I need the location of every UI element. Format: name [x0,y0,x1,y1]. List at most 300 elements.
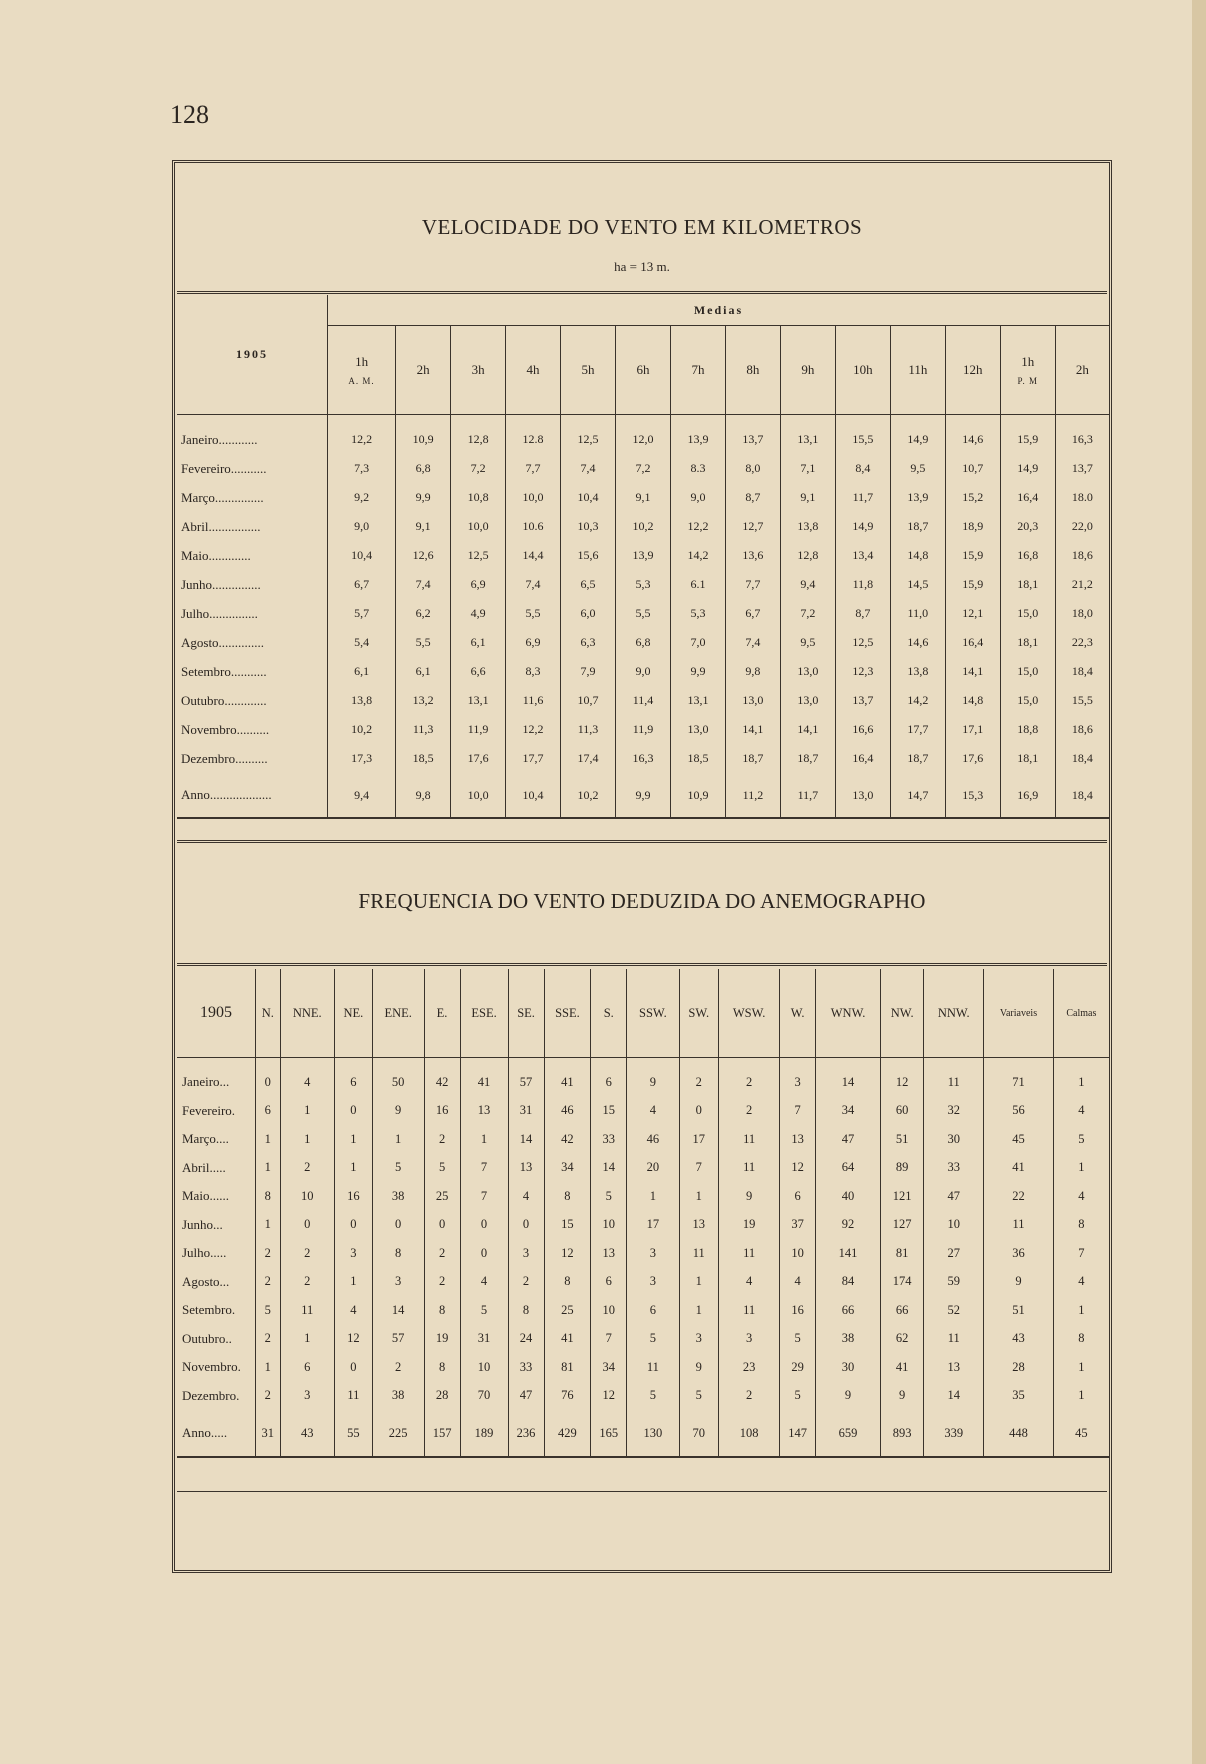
velocity-cell: 13,7 [1071,461,1093,475]
velocity-cell: 9,0 [328,512,396,541]
frequency-cell: 28 [984,1353,1054,1382]
frequency-cell: 1 [372,1125,424,1154]
hour-header [890,326,945,415]
velocity-cell: 18,7 [780,744,835,773]
frequency-cell: 5 [679,1382,719,1411]
velocity-annual-cell: 10,2 [561,773,616,818]
frequency-cell: 37 [780,1211,816,1240]
frequency-cell: 1 [256,1125,281,1154]
frequency-annual-cell: 659 [816,1410,881,1457]
frequency-cell: 15 [591,1097,627,1126]
velocity-cell: 14,2 [670,541,725,570]
direction-header: Variaveis [984,969,1054,1058]
frequency-cell: 8 [544,1182,591,1211]
hour-label: 9h [801,362,815,377]
velocity-cell: 18,5 [670,744,725,773]
month-label: Junho............... [177,570,328,599]
frequency-cell: 34 [591,1353,627,1382]
velocity-cell: 11,9 [451,715,506,744]
velocity-cell: 8,7 [725,483,780,512]
direction-header: SSW. [627,969,679,1058]
frequency-cell: 5 [780,1325,816,1354]
annual-label: Anno................... [177,773,328,818]
table-row [177,1125,1109,1154]
frequency-cell: 25 [544,1296,591,1325]
velocity-annual-cell: 10,0 [451,773,506,818]
velocity-cell: 16,6 [835,715,890,744]
velocity-cell: 11,3 [396,715,451,744]
hour-label: 6h [636,362,650,377]
velocity-table [177,295,1109,819]
table-row [177,715,1109,744]
frequency-cell: 8 [372,1239,424,1268]
velocity-cell: 17,7 [506,744,561,773]
frequency-annual-cell: 108 [719,1410,780,1457]
frequency-cell: 1 [679,1268,719,1297]
frequency-cell: 2 [280,1239,334,1268]
frequency-cell: 41 [544,1325,591,1354]
frequency-cell: 127 [880,1211,923,1240]
frequency-cell: 9 [372,1097,424,1126]
frequency-annual-cell: 448 [984,1410,1054,1457]
velocity-cell: 10,2 [328,715,396,744]
frequency-cell: 13 [591,1239,627,1268]
frequency-cell: 13 [508,1154,544,1183]
frequency-cell: 4 [334,1296,372,1325]
velocity-cell: 16,4 [1000,483,1055,512]
hour-header [561,326,616,415]
frequency-cell: 0 [334,1353,372,1382]
velocity-cell: 11,8 [835,570,890,599]
velocity-cell: 18.0 [1071,490,1093,504]
hour-header [328,326,396,415]
velocity-cell: 18,1 [1000,570,1055,599]
frequency-cell: 8 [1078,1331,1085,1346]
velocity-annual-cell: 10,4 [506,773,561,818]
frequency-cell: 5 [460,1296,508,1325]
frequency-cell: 10 [924,1211,984,1240]
frequency-cell: 13 [924,1353,984,1382]
table-row [177,686,1109,715]
velocity-cell: 17,6 [451,744,506,773]
month-label: Maio...... [177,1182,256,1211]
velocity-cell: 16,3 [616,744,671,773]
frequency-cell: 4 [1078,1188,1085,1203]
frequency-table [177,969,1109,1458]
velocity-cell: 7,2 [451,454,506,483]
month-label: Julho............... [177,599,328,628]
velocity-cell: 6,3 [561,628,616,657]
velocity-cell: 13,1 [780,415,835,455]
frequency-cell: 7 [679,1154,719,1183]
frequency-cell: 14 [591,1154,627,1183]
velocity-cell: 12,5 [451,541,506,570]
frequency-cell: 33 [924,1154,984,1183]
frequency-cell: 8 [424,1353,460,1382]
frequency-cell: 30 [816,1353,881,1382]
table-row [177,483,1109,512]
hour-label: 12h [963,362,983,377]
velocity-cell: 16,3 [1071,432,1093,446]
frequency-cell: 5 [780,1382,816,1411]
frequency-cell: 6 [256,1097,281,1126]
hour-header [1055,326,1109,415]
frequency-cell: 10 [280,1182,334,1211]
frequency-cell: 10 [780,1239,816,1268]
hour-header [396,326,451,415]
frequency-cell: 10 [591,1296,627,1325]
velocity-cell: 14,4 [506,541,561,570]
velocity-cell: 6,2 [396,599,451,628]
hour-label: 3h [471,362,485,377]
velocity-annual-cell: 9,9 [616,773,671,818]
velocity-cell: 14,2 [890,686,945,715]
frequency-cell: 52 [924,1296,984,1325]
velocity-cell: 9,5 [780,628,835,657]
hour-label: 10h [853,362,873,377]
table-row [177,657,1109,686]
frequency-cell: 12 [591,1382,627,1411]
velocity-cell: 6,7 [328,570,396,599]
velocity-cell: 5,4 [328,628,396,657]
frequency-cell: 31 [508,1097,544,1126]
page-number: 128 [170,100,209,129]
velocity-cell: 10,8 [451,483,506,512]
frequency-cell: 9 [679,1353,719,1382]
frequency-cell: 1 [1078,1388,1085,1403]
direction-header: ESE. [460,969,508,1058]
velocity-cell: 12,5 [561,415,616,455]
velocity-cell: 13,9 [670,415,725,455]
frequency-cell: 8 [424,1296,460,1325]
velocity-cell: 8.3 [670,454,725,483]
hour-label: 1h [355,354,369,369]
frequency-cell: 7 [460,1182,508,1211]
frequency-cell: 57 [372,1325,424,1354]
velocity-cell: 12.8 [506,415,561,455]
frequency-cell: 11 [924,1058,984,1097]
frequency-cell: 1 [627,1182,679,1211]
velocity-cell: 13,9 [616,541,671,570]
separator-line [177,291,1107,294]
velocity-year-header: 1905 [177,295,328,415]
velocity-annual-cell: 14,7 [890,773,945,818]
frequency-cell: 5 [627,1382,679,1411]
frequency-cell: 4 [719,1268,780,1297]
frequency-cell: 32 [924,1097,984,1126]
hour-label: 5h [581,362,595,377]
velocity-cell: 22,3 [1071,635,1093,649]
velocity-cell: 21,2 [1071,577,1093,591]
frequency-cell: 11 [719,1296,780,1325]
frequency-cell: 10 [591,1211,627,1240]
table-row [177,1058,1109,1097]
frequency-cell: 12 [880,1058,923,1097]
velocity-cell: 10,9 [396,415,451,455]
month-label: Março.... [177,1125,256,1154]
velocity-cell: 10,7 [945,454,1000,483]
velocity-cell: 6,1 [451,628,506,657]
frequency-cell: 1 [679,1296,719,1325]
frequency-cell: 1 [334,1154,372,1183]
velocity-cell: 14,9 [1000,454,1055,483]
velocity-cell: 18,4 [1071,751,1093,765]
frequency-cell: 31 [460,1325,508,1354]
velocity-cell: 16,4 [945,628,1000,657]
frequency-cell: 47 [924,1182,984,1211]
frequency-cell: 2 [719,1097,780,1126]
velocity-cell: 7,4 [725,628,780,657]
velocity-cell: 11,6 [506,686,561,715]
frequency-cell: 66 [880,1296,923,1325]
frequency-cell: 84 [816,1268,881,1297]
frequency-cell: 121 [880,1182,923,1211]
tables-frame [172,160,1112,1573]
frequency-cell: 76 [544,1382,591,1411]
frequency-cell: 43 [984,1325,1054,1354]
velocity-cell: 12,2 [670,512,725,541]
velocity-cell: 15,0 [1000,599,1055,628]
month-label: Outubro.. [177,1325,256,1354]
frequency-annual-cell: 165 [591,1410,627,1457]
table-row [177,1382,1109,1411]
frequency-cell: 1 [1078,1359,1085,1374]
frequency-annual-cell: 147 [780,1410,816,1457]
table-row [177,1154,1109,1183]
hour-label: 2h [1075,362,1089,377]
frequency-cell: 1 [280,1325,334,1354]
frequency-cell: 17 [627,1211,679,1240]
frequency-cell: 60 [880,1097,923,1126]
frequency-cell: 3 [334,1239,372,1268]
hour-header [451,326,506,415]
frequency-cell: 5 [1078,1131,1085,1146]
direction-header: Calmas [1053,969,1109,1058]
frequency-cell: 62 [880,1325,923,1354]
frequency-cell: 9 [627,1058,679,1097]
frequency-year-header: 1905 [177,969,256,1058]
velocity-cell: 10,3 [561,512,616,541]
month-label: Outubro............. [177,686,328,715]
velocity-cell: 8,7 [835,599,890,628]
frequency-cell: 64 [816,1154,881,1183]
frequency-annual-cell: 225 [372,1410,424,1457]
table-row [177,1325,1109,1354]
frequency-cell: 2 [372,1353,424,1382]
velocity-cell: 6,8 [396,454,451,483]
frequency-cell: 11 [719,1154,780,1183]
frequency-annual-cell: 45 [1053,1410,1109,1457]
frequency-cell: 16 [334,1182,372,1211]
frequency-cell: 1 [256,1211,281,1240]
frequency-cell: 0 [372,1211,424,1240]
frequency-cell: 0 [424,1211,460,1240]
table-row [177,415,1109,455]
frequency-cell: 0 [334,1211,372,1240]
velocity-cell: 13,2 [396,686,451,715]
velocity-cell: 7,7 [506,454,561,483]
frequency-cell: 15 [544,1211,591,1240]
frequency-cell: 41 [984,1154,1054,1183]
annual-row [177,1410,1109,1457]
frequency-annual-cell: 157 [424,1410,460,1457]
direction-header: W. [780,969,816,1058]
direction-header: E. [424,969,460,1058]
frequency-cell: 92 [816,1211,881,1240]
velocity-cell: 4,9 [451,599,506,628]
frequency-cell: 12 [780,1154,816,1183]
velocity-cell: 14,1 [945,657,1000,686]
velocity-cell: 13,8 [780,512,835,541]
velocity-cell: 14,1 [780,715,835,744]
month-label: Fevereiro. [177,1097,256,1126]
velocity-cell: 9,8 [725,657,780,686]
frequency-cell: 46 [627,1125,679,1154]
frequency-cell: 4 [627,1097,679,1126]
direction-header: NE. [334,969,372,1058]
velocity-cell: 15,0 [1000,657,1055,686]
velocity-cell: 5,7 [328,599,396,628]
frequency-cell: 0 [256,1058,281,1097]
frequency-cell: 141 [816,1239,881,1268]
velocity-cell: 7,2 [780,599,835,628]
month-label: Junho... [177,1211,256,1240]
frequency-cell: 66 [816,1296,881,1325]
velocity-cell: 6,1 [328,657,396,686]
velocity-cell: 8,3 [506,657,561,686]
frequency-cell: 46 [544,1097,591,1126]
table-row [177,1182,1109,1211]
month-label: Janeiro... [177,1058,256,1097]
frequency-annual-cell: 893 [880,1410,923,1457]
hour-header [780,326,835,415]
frequency-cell: 1 [280,1097,334,1126]
frequency-cell: 81 [544,1353,591,1382]
hour-label: 2h [416,362,430,377]
frequency-cell: 1 [334,1125,372,1154]
frequency-cell: 0 [280,1211,334,1240]
frequency-table-title: FREQUENCIA DO VENTO DEDUZIDA DO ANEMOGRAPHO [358,889,926,913]
hour-header [835,326,890,415]
velocity-cell: 14,9 [835,512,890,541]
velocity-annual-cell: 15,3 [945,773,1000,818]
velocity-cell: 10,4 [561,483,616,512]
velocity-cell: 12,2 [506,715,561,744]
velocity-cell: 15,0 [1000,686,1055,715]
month-label: Abril................ [177,512,328,541]
frequency-cell: 3 [679,1325,719,1354]
hour-label: 8h [746,362,760,377]
velocity-cell: 9,0 [670,483,725,512]
velocity-cell: 9,1 [616,483,671,512]
frequency-annual-cell: 236 [508,1410,544,1457]
frequency-cell: 42 [544,1125,591,1154]
velocity-cell: 13,0 [780,657,835,686]
month-label: Agosto... [177,1268,256,1297]
month-label: Abril..... [177,1154,256,1183]
frequency-cell: 9 [984,1268,1054,1297]
frequency-cell: 40 [816,1182,881,1211]
table-row [177,541,1109,570]
velocity-cell: 6,1 [396,657,451,686]
frequency-cell: 29 [780,1353,816,1382]
frequency-cell: 13 [460,1097,508,1126]
frequency-cell: 1 [256,1353,281,1382]
frequency-cell: 38 [372,1382,424,1411]
frequency-cell: 16 [424,1097,460,1126]
hour-label: 7h [691,362,705,377]
velocity-cell: 14,9 [890,415,945,455]
frequency-cell: 2 [256,1268,281,1297]
frequency-cell: 35 [984,1382,1054,1411]
frequency-cell: 6 [780,1182,816,1211]
month-label: Maio............. [177,541,328,570]
velocity-cell: 7,1 [780,454,835,483]
velocity-cell: 12,5 [835,628,890,657]
velocity-cell: 13,8 [890,657,945,686]
month-label: Agosto.............. [177,628,328,657]
frequency-annual-cell: 43 [280,1410,334,1457]
frequency-cell: 5 [591,1182,627,1211]
frequency-cell: 2 [280,1154,334,1183]
table-row [177,512,1109,541]
velocity-cell: 18,7 [725,744,780,773]
direction-header: ENE. [372,969,424,1058]
hour-header [670,326,725,415]
frequency-cell: 11 [719,1125,780,1154]
velocity-cell: 11,0 [890,599,945,628]
velocity-cell: 13,9 [890,483,945,512]
velocity-cell: 13,4 [835,541,890,570]
frequency-cell: 14 [816,1058,881,1097]
velocity-cell: 5,5 [396,628,451,657]
velocity-cell: 18,7 [890,512,945,541]
velocity-cell: 7,9 [561,657,616,686]
separator-line [177,963,1107,966]
velocity-annual-cell: 11,2 [725,773,780,818]
frequency-cell: 5 [627,1325,679,1354]
frequency-cell: 2 [424,1239,460,1268]
frequency-cell: 36 [984,1239,1054,1268]
velocity-cell: 14,8 [890,541,945,570]
velocity-cell: 18,6 [1071,722,1093,736]
velocity-cell: 17,6 [945,744,1000,773]
velocity-cell: 6,9 [451,570,506,599]
medias-group-header: Medias [328,295,1110,326]
velocity-cell: 15,6 [561,541,616,570]
frequency-cell: 8 [1078,1217,1085,1232]
table-row [177,1353,1109,1382]
velocity-cell: 7,2 [616,454,671,483]
velocity-annual-cell: 13,0 [835,773,890,818]
velocity-cell: 13,6 [725,541,780,570]
direction-header: N. [256,969,281,1058]
velocity-cell: 12,3 [835,657,890,686]
velocity-cell: 10,2 [616,512,671,541]
frequency-annual-cell: 70 [679,1410,719,1457]
frequency-cell: 41 [880,1353,923,1382]
frequency-cell: 3 [627,1268,679,1297]
velocity-cell: 10,0 [506,483,561,512]
frequency-cell: 19 [719,1211,780,1240]
velocity-cell: 10.6 [506,512,561,541]
velocity-cell: 9,9 [396,483,451,512]
direction-header: S. [591,969,627,1058]
direction-header: NNE. [280,969,334,1058]
velocity-cell: 9,5 [890,454,945,483]
velocity-cell: 14,1 [725,715,780,744]
frequency-cell: 24 [508,1325,544,1354]
